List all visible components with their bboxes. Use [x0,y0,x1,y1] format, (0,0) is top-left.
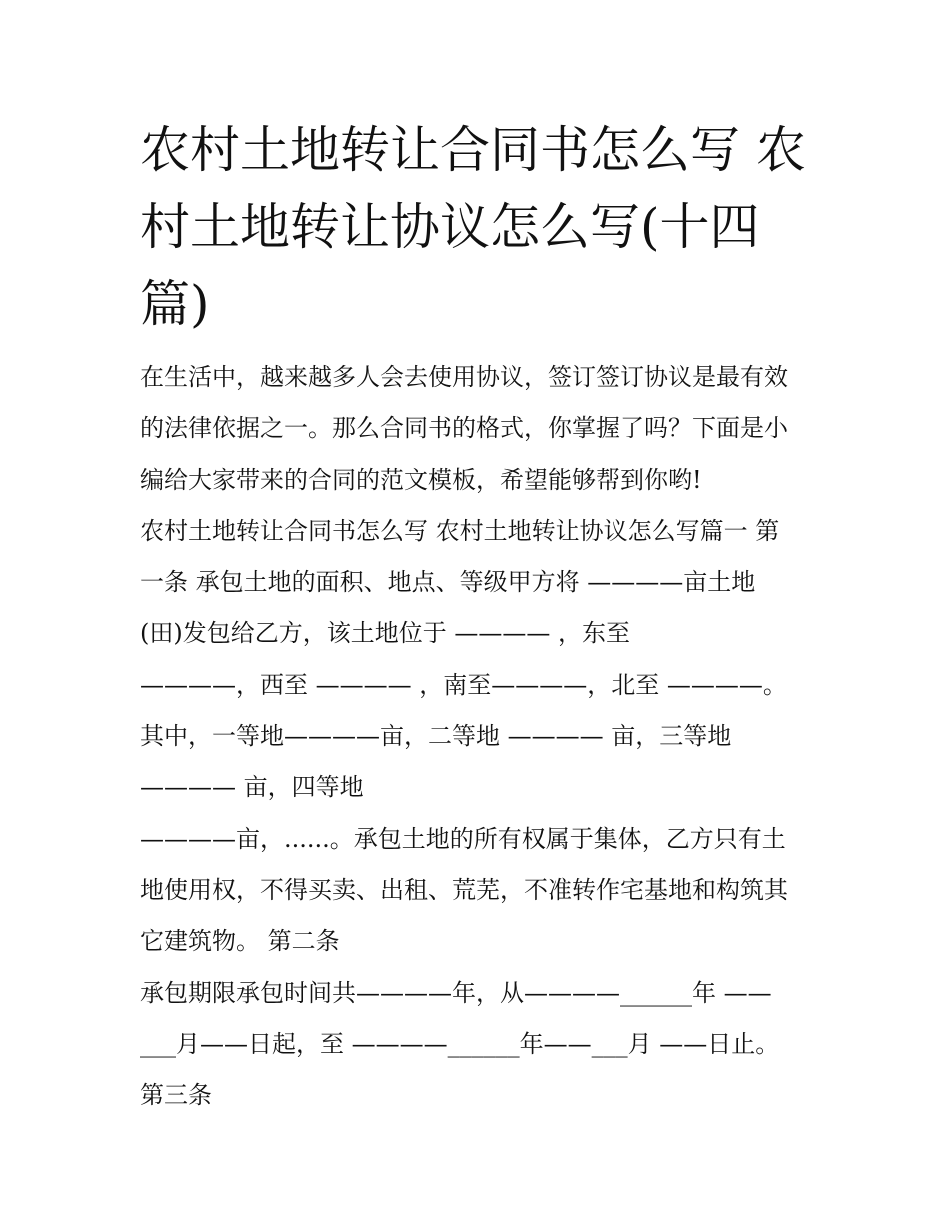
body-line: 它建筑物。 第二条 [140,927,340,956]
body-line: 承包期限承包时间共————年，从————______年 —— [140,978,772,1007]
body-line: ———— 亩，四等地 [140,773,364,802]
body-line: 地使用权，不得买卖、出租、荒芜，不准转作宅基地和构筑其 [140,875,788,904]
body-line: 的法律依据之一。那么合同书的格式，你掌握了吗？下面是小 [140,414,788,443]
body-line: 编给大家带来的合同的范文模板，希望能够帮到你哟! [140,465,702,494]
body-line: ___月——日起，至 ————______年——___月 ——日止。 [140,1029,780,1058]
document-body [140,352,830,1121]
title-line: 农村土地转让合同书怎么写 农 [140,121,806,179]
body-line: 其中，一等地————亩，二等地 ———— 亩，三等地 [140,722,732,751]
document-title [140,112,820,343]
body-line: ————，西至 ———— ，南至————，北至 ————。 [140,670,787,699]
body-line: ————亩，......。承包土地的所有权属于集体，乙方只有土 [140,824,786,853]
title-line: 篇) [140,275,210,333]
body-line: 第三条 [140,1081,212,1110]
body-line: 在生活中，越来越多人会去使用协议，签订签订协议是最有效 [140,363,788,391]
body-line: 农村土地转让合同书怎么写 农村土地转让协议怎么写篇一 第 [140,516,780,545]
body-line: (田)发包给乙方，该土地位于 ———— ，东至 [140,619,630,648]
body-line: 一条 承包土地的面积、地点、等级甲方将 ————亩土地 [140,568,756,597]
title-line: 村土地转让协议怎么写(十四 [140,198,760,256]
